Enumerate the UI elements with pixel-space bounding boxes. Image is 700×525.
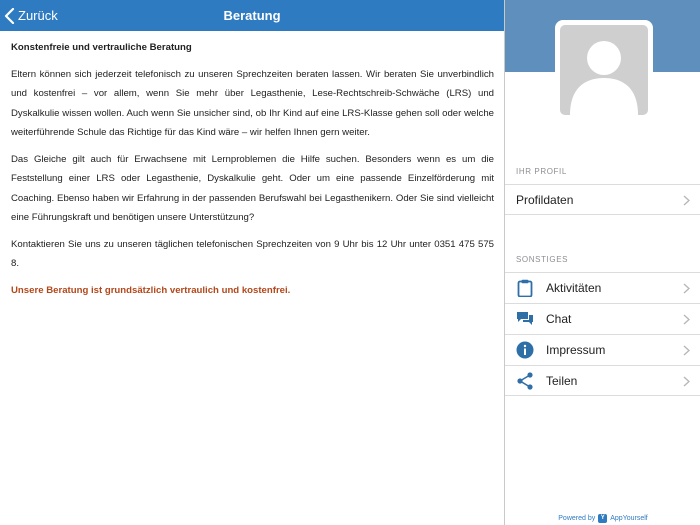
section-header-profile: IHR PROFIL (516, 167, 567, 176)
article-paragraph: Das Gleiche gilt auch für Erwachsene mit Lernproblemen die Hilfe suchen. Besonders wenn es um die Feststellung einer LRS oder Legasthenie, Dyskalkulie geht. Oder um eine passende Einzelförderung mit Coaching. Ebenso haben wir Erfahrung in der passenden Berufswahl bei Legasthenikern. Oder Sie sind vielleicht eine Führungskraft und benötigen unsere Unterstützung? (11, 153, 494, 223)
sidebar-item-profildaten[interactable] (505, 184, 700, 215)
chevron-right-icon (683, 195, 690, 206)
article-heading: Konstenfreie und vertrauliche Beratung (11, 42, 192, 53)
navigation-bar (0, 0, 504, 31)
avatar[interactable] (555, 20, 653, 120)
share-icon (516, 372, 534, 390)
sidebar-item-label: Aktivitäten (546, 281, 602, 295)
chevron-right-icon (683, 345, 690, 356)
sidebar-item-teilen[interactable] (505, 365, 700, 396)
article-paragraph: Eltern können sich jederzeit telefonisch zu unseren Sprechzeiten beraten lassen. Wir beraten Sie unverbindlich und kostenfrei – vor allem, wenn Sie mehr über Legasthenie, Lese-Rechtschreib-Schwäche (LRS) und Dyskalkulie wissen wollen. Auch wenn Sie unsicher sind, ob Ihr Kind auf eine LRS-Klasse gehen soll oder welche weiterführende Schule das Richtige für das Kind wäre – wir helfen Ihnen gern weiter. (11, 68, 494, 138)
appyourself-logo-icon: Y (598, 514, 607, 523)
sidebar-item-label: Impressum (546, 343, 606, 357)
powered-by-brand: AppYourself (610, 515, 648, 522)
powered-by-link[interactable] (505, 514, 700, 523)
chevron-right-icon (683, 376, 690, 387)
sidebar-item-aktivitaeten[interactable] (505, 272, 700, 303)
sidebar-item-impressum[interactable] (505, 334, 700, 365)
powered-by-prefix: Powered by (558, 515, 596, 522)
chevron-left-icon (4, 8, 15, 24)
chat-icon (516, 310, 534, 328)
sidebar-item-label: Teilen (546, 373, 578, 388)
user-silhouette-icon (560, 25, 648, 115)
article-highlight: Unsere Beratung ist grundsätzlich vertraulich und kostenfrei. (11, 284, 291, 296)
clipboard-icon (516, 279, 534, 297)
sidebar-item-chat[interactable] (505, 303, 700, 334)
sidebar (504, 0, 700, 525)
section-header-other: SONSTIGES (516, 255, 569, 264)
chevron-right-icon (683, 314, 690, 325)
back-label: Zurück (18, 8, 58, 23)
article-paragraph: Kontaktieren Sie uns zu unseren täglichen telefonischen Sprechzeiten von 9 Uhr bis 12 Uhr unter 0351 475 575 8. (11, 238, 494, 269)
sidebar-item-label: Chat (546, 312, 572, 326)
back-button[interactable] (4, 0, 58, 31)
sidebar-item-label: Profildaten (516, 192, 574, 207)
page-title: Beratung (223, 8, 281, 23)
article-content (11, 31, 494, 307)
info-icon (516, 341, 534, 359)
chevron-right-icon (683, 283, 690, 294)
avatar-placeholder (560, 25, 648, 115)
